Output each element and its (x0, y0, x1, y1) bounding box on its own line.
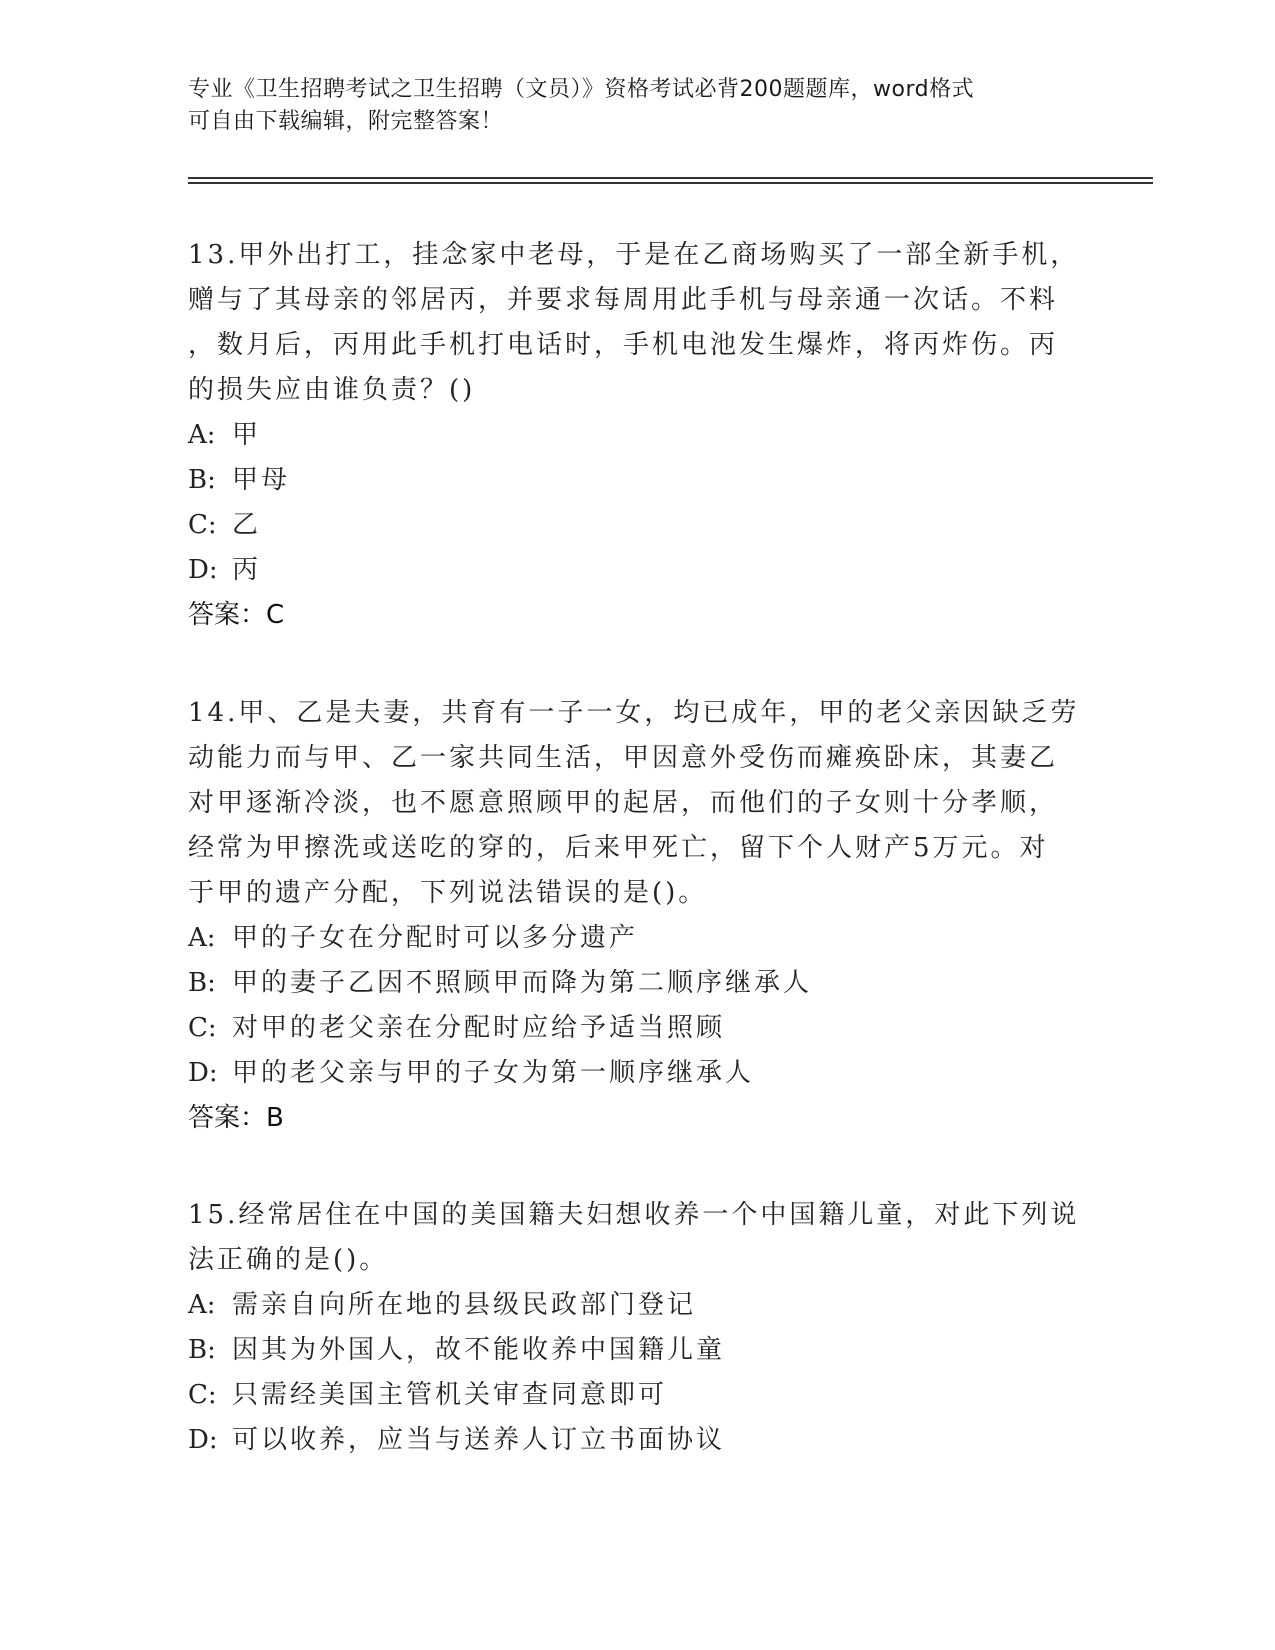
question-line: ，数月后，丙用此手机打电话时，手机电池发生爆炸，将丙炸伤。丙 (188, 330, 1059, 360)
header-divider-top (188, 177, 1153, 179)
option-text: 因其为外国人，故不能收养中国籍儿童 (232, 1335, 726, 1365)
header-divider-bottom (188, 182, 1153, 184)
option-key: D: (188, 1058, 218, 1088)
question-15 (188, 1193, 1088, 1463)
question-line: 对甲逐渐冷淡，也不愿意照顾甲的起居，而他们的子女则十分孝顺， (188, 788, 1059, 818)
question-text (188, 691, 1088, 916)
option-b (188, 961, 1088, 1006)
option-key: C: (188, 1013, 217, 1043)
option-a (188, 916, 1088, 961)
answer-line: 答案：B (188, 1103, 284, 1133)
option-d (188, 548, 1088, 593)
option-a (188, 1283, 1088, 1328)
header-line-2: 可自由下载编辑，附完整答案！ (188, 109, 504, 134)
question-line: 的损失应由谁负责？() (188, 375, 476, 405)
option-key: A: (188, 420, 216, 450)
option-c (188, 1373, 1088, 1418)
option-text: 可以收养，应当与送养人订立书面协议 (232, 1425, 726, 1455)
question-14 (188, 691, 1088, 1141)
question-13 (188, 233, 1088, 638)
option-text: 甲的子女在分配时可以多分遗产 (232, 923, 639, 953)
question-line: 赠与了其母亲的邻居丙，并要求每周用此手机与母亲通一次话。不料 (188, 285, 1059, 315)
answer-line: 答案：C (188, 600, 285, 630)
option-b (188, 458, 1088, 503)
option-key: A: (188, 923, 216, 953)
option-text: 甲的老父亲与甲的子女为第一顺序继承人 (232, 1058, 755, 1088)
option-c (188, 1006, 1088, 1051)
option-d (188, 1051, 1088, 1096)
option-key: A: (188, 1290, 216, 1320)
option-text: 只需经美国主管机关审查同意即可 (232, 1380, 668, 1410)
option-b (188, 1328, 1088, 1373)
option-d (188, 1418, 1088, 1463)
option-text: 需亲自向所在地的县级民政部门登记 (232, 1290, 697, 1320)
document-header (188, 74, 1088, 138)
option-c (188, 503, 1088, 548)
option-text: 乙 (232, 510, 262, 540)
question-line: 14.甲、乙是夫妻，共育有一子一女，均已成年，甲的老父亲因缺乏劳 (188, 698, 1080, 728)
option-text: 对甲的老父亲在分配时应给予适当照顾 (232, 1013, 726, 1043)
question-line: 于甲的遗产分配，下列说法错误的是()。 (188, 878, 708, 908)
option-text: 甲的妻子乙因不照顾甲而降为第二顺序继承人 (232, 968, 813, 998)
option-text: 甲 (232, 420, 262, 450)
option-text: 甲母 (232, 465, 291, 495)
option-key: D: (188, 1425, 218, 1455)
question-line: 13.甲外出打工，挂念家中老母，于是在乙商场购买了一部全新手机， (188, 240, 1080, 270)
question-line: 经常为甲擦洗或送吃的穿的，后来甲死亡，留下个人财产5万元。对 (188, 833, 1049, 863)
header-line-1: 专业《卫生招聘考试之卫生招聘（文员）》资格考试必背200题题库，word格式 (188, 77, 975, 102)
question-text (188, 233, 1088, 413)
question-line: 15.经常居住在中国的美国籍夫妇想收养一个中国籍儿童，对此下列说 (188, 1200, 1080, 1230)
question-line: 动能力而与甲、乙一家共同生活，甲因意外受伤而瘫痪卧床，其妻乙 (188, 743, 1059, 773)
option-text: 丙 (232, 555, 262, 585)
option-key: B: (188, 1335, 216, 1365)
option-key: D: (188, 555, 218, 585)
option-key: B: (188, 968, 216, 998)
question-line: 法正确的是()。 (188, 1245, 389, 1275)
option-a (188, 413, 1088, 458)
option-key: C: (188, 1380, 217, 1410)
question-text (188, 1193, 1088, 1283)
option-key: C: (188, 510, 217, 540)
option-key: B: (188, 465, 216, 495)
